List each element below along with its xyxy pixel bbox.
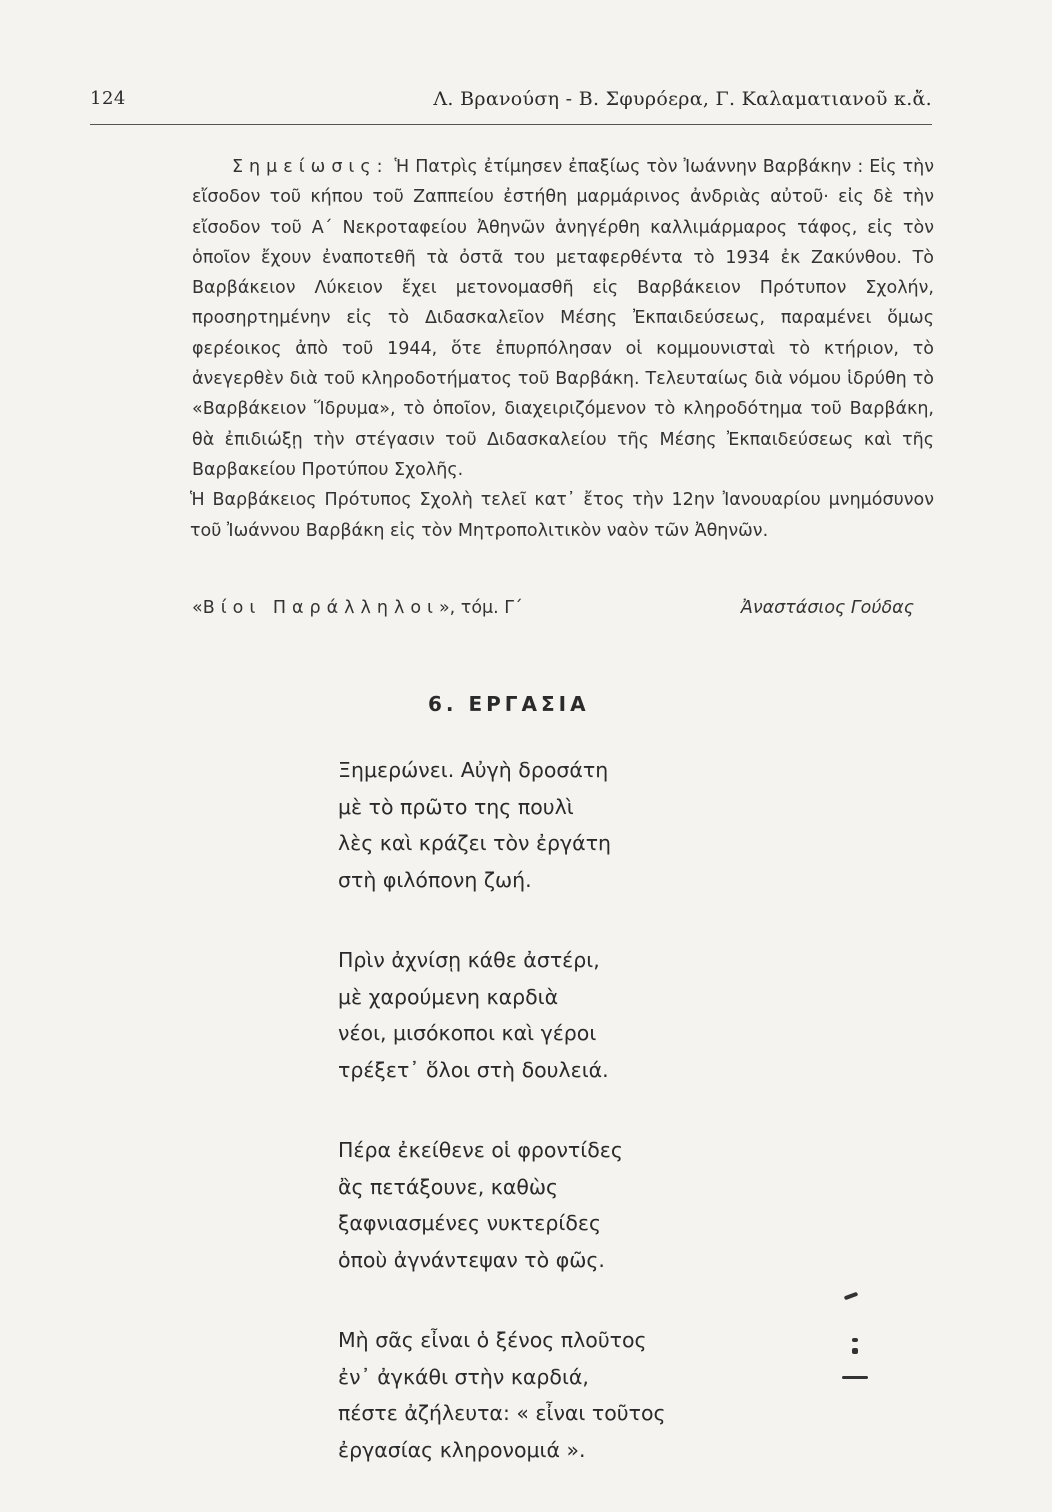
poem-line: ξαφνιασμένες νυκτερίδες [338,1211,601,1235]
page-number: 124 [90,88,126,109]
running-head: Λ. Βρανούση - Β. Σφυρόερα, Γ. Καλαματιανοῦ κ.ἄ. [433,88,932,110]
source-volume: », τόμ. Γ΄ [438,598,523,618]
stanza [338,1132,838,1278]
ink-mark [852,1338,858,1342]
poem-line: τρέξετ᾽ ὅλοι στὴ δουλειά. [338,1057,609,1082]
source-author: Ἀναστάσιος Γούδας [740,598,914,618]
ink-mark [844,1292,859,1301]
stanza [338,942,838,1088]
header-rule [90,124,932,125]
page-header [90,88,932,118]
note-paragraph-2: Ἡ Βαρβάκειος Πρότυπος Σχολὴ τελεῖ κατ᾽ ἔτος τὴν 12ην Ἰανουαρίου μνημόσυνον τοῦ Ἰωάννου Βαρβάκη εἰς τὸν Μητροπολιτικὸν ναὸν τῶν Ἀθηνῶν. [190,490,934,541]
poem-line: πέστε ἀζήλευτα: « εἶναι τοῦτος [338,1401,666,1425]
stanza [338,1322,838,1468]
poem-line: στὴ φιλόπονη ζωή. [338,867,532,892]
source-citation [192,598,934,628]
poem-line: νέοι, μισόκοποι καὶ γέροι [338,1021,597,1045]
stanza [338,752,838,898]
source-work-title: Βίοι Παράλληλοι [202,598,439,618]
poem-line: ἐν᾽ ἀγκάθι στὴν καρδιά, [338,1364,589,1389]
source-work [192,598,523,618]
poem-line: μὲ χαρούμενη καρδιὰ [338,984,559,1009]
poem-line: Μὴ σᾶς εἶναι ὁ ξένος πλοῦτος [338,1328,647,1352]
poem-line: Πρὶν ἀχνίσῃ κάθε ἀστέρι, [338,948,600,972]
margin-ink-marks [838,1290,878,1390]
poem-line: λὲς καὶ κράζει τὸν ἐργάτη [338,831,612,855]
note-paragraph-1 [192,152,934,485]
ink-mark [852,1348,858,1354]
poem-line: ἐργασίας κληρονομιά ». [338,1437,586,1462]
note-label: Σημείωσις: [232,157,389,177]
poem [338,752,838,1512]
poem-line: ἂς πετάξουνε, καθὼς [338,1174,559,1199]
poem-title: 6. ΕΡΓΑΣΙΑ [428,692,590,716]
note-section [192,152,934,546]
note-paragraph-1-text: Ἡ Πατρὶς ἐτίμησεν ἐπαξίως τὸν Ἰωάννην Βαρβάκην : Εἰς τὴν εἴσοδον τοῦ κήπου τοῦ Ζαππείου ἐστήθη μαρμάρινος ἀνδριὰς αὐτοῦ· εἰς δὲ τὴν εἴσοδον τοῦ Α΄ Νεκροταφείου Ἀθηνῶν ἀνηγέρθη καλλιμάρμαρος τάφος, εἰς τὸν ὁποῖον ἔχουν ἐναποτεθῆ τὰ ὀστᾶ του μεταφερθέντα τὸ 1934 ἐκ Ζακύνθου. Τὸ Βαρβάκειον Λύκειον ἔχει μετονομασθῆ εἰς Βαρβάκειον Πρότυπον Σχολήν, προσηρτημένην εἰς τὸ Διδασκαλεῖον Μέσης Ἐκπαιδεύσεως, παραμένει ὅμως φερέοικος ἀπὸ τοῦ 1944, ὅτε ἐπυρπόλησαν οἱ κομμουνισταὶ τὸ κτήριον, τὸ ἀνεγερθὲν διὰ τοῦ κληροδοτήματος τοῦ Βαρβάκη. Τελευταίως διὰ νόμου ἱδρύθη τὸ «Βαρβάκειον Ἵδρυμα», τὸ ὁποῖον, διαχειριζόμενον τὸ κληροδότημα τοῦ Βαρβάκη, θὰ ἐπιδιώξῃ τὴν στέγασιν τοῦ Διδασκαλείου τῆς Μέσης Ἐκπαιδεύσεως καὶ τῆς Βαρβακείου Προτύπου Σχολῆς. [192,157,934,480]
poem-line: Ξημερώνει. Αὐγὴ δροσάτη [338,758,609,782]
poem-line: Πέρα ἐκείθενε οἱ φροντίδες [338,1138,623,1162]
ink-mark [842,1376,868,1379]
poem-line: ὁποὺ ἀγνάντεψαν τὸ φῶς. [338,1247,605,1272]
poem-line: μὲ τὸ πρῶτο της πουλὶ [338,794,574,819]
source-open-quote: « [192,598,203,618]
